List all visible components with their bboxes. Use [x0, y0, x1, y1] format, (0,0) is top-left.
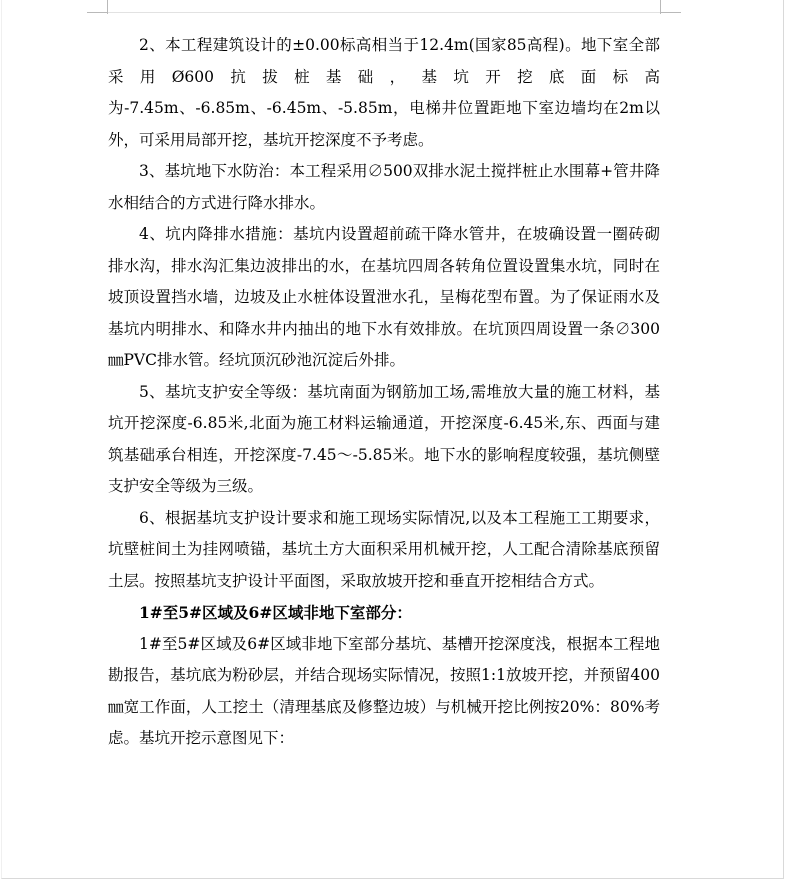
paragraph-non-basement: 1#至5#区域及6#区域非地下室部分基坑、基槽开挖深度浅，根据本工程地勘报告，基坑底为粉砂层，并结合现场实际情况，按照1:1放坡开挖，并预留400㎜宽工作面，人工挖土（清理基底及修整边坡）与机械开挖比例按20%：80%考虑。基坑开挖示意图见下： — [108, 634, 660, 747]
paragraph-safety-grade: 5、基坑支护安全等级：基坑南面为钢筋加工场,需堆放大量的施工材料，基坑开挖深度-6.85米,北面为施工材料运输通道，开挖深度-6.45米,东、西面与建筑基础承台相连，开挖深度-7.45～-5.85米。地下水的影响程度较强，基坑侧壁支护安全等级为三级。 — [108, 382, 660, 495]
section-heading: 1#至5#区域及6#区域非地下室部分： — [139, 603, 412, 622]
paragraph-elevation: 2、本工程建筑设计的±0.00标高相当于12.4m(国家85高程)。地下室全部采用Ø600抗拔桩基础，基坑开挖底面标高为-7.45m、-6.85m、-6.45m、-5.85m，电梯井位置距地下室边墙均在2m以外，可采用局部开挖，基坑开挖深度不予考虑。 — [108, 36, 660, 149]
paragraph-drainage: 4、坑内降排水措施：基坑内设置超前疏干降水管井，在坡确设置一圈砖砌排水沟，排水沟汇集边波排出的水，在基坑四周各转角位置设置集水坑，同时在坡顶设置挡水墙，边坡及止水桩体设置泄水孔，呈梅花型布置。为了保证雨水及基坑内明排水、和降水井内抽出的地下水有效排放。在坑顶四周设置一条∅300㎜PVC排水管。经坑顶沉砂池沉淀后外排。 — [108, 225, 660, 369]
margin-corner-mark-left-h — [87, 12, 108, 13]
header-rule — [108, 12, 660, 13]
paragraph-groundwater: 3、基坑地下水防治：本工程采用∅500双排水泥土搅拌桩止水围幕+管井降水相结合的方式进行降水排水。 — [108, 162, 660, 212]
paragraph-excavation-method: 6、根据基坑支护设计要求和施工现场实际情况,以及本工程施工工期要求，坑壁桩间土为挂网喷锚，基坑土方大面积采用机械开挖，人工配合清除基底预留土层。按照基坑支护设计平面图，采取放坡开挖和垂直开挖相结合方式。 — [108, 508, 660, 590]
margin-corner-mark-right-h — [660, 12, 681, 13]
document-body[interactable] — [108, 30, 660, 755]
